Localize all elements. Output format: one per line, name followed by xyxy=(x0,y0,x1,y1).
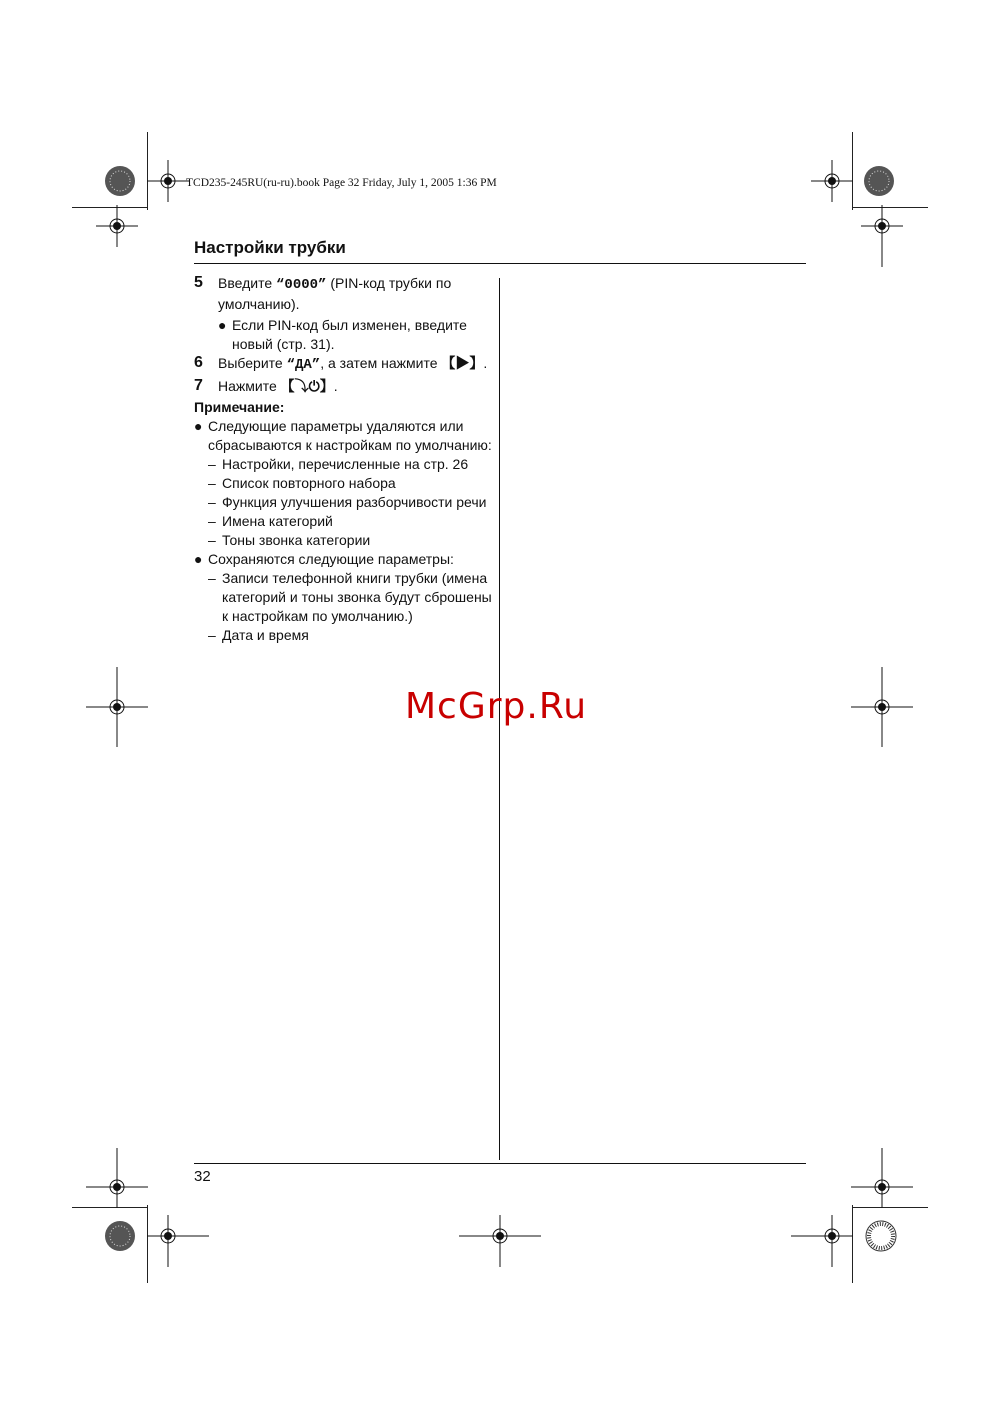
note-title: Примечание: xyxy=(194,399,285,415)
right-arrow-key-icon: 【▶】 xyxy=(441,355,484,371)
list-item: – Список повторного набора xyxy=(208,475,396,491)
crosshair-icon xyxy=(147,1215,209,1267)
step-5-subnote: ● Если PIN-код был изменен, введите новый (стр. 31). xyxy=(218,317,467,352)
section-title: Настройки трубки xyxy=(194,238,346,257)
bullet-icon: ● xyxy=(194,551,203,567)
note-bullet-reset: ● Следующие параметры удаляются или сбрасываются к настройкам по умолчанию: xyxy=(194,418,492,453)
crosshair-icon xyxy=(86,1148,148,1208)
list-item: – Записи телефонной книги трубки (имена категорий и тоны звонка будут сброшены к настройкам по умолчанию.) xyxy=(208,570,492,624)
list-item: – Тоны звонка категории xyxy=(208,532,371,548)
list-item: – Настройки, перечисленные на стр. 26 xyxy=(208,456,469,472)
color-target-icon xyxy=(865,1220,897,1252)
list-item: – Функция улучшения разборчивости речи xyxy=(208,494,487,510)
crosshair-icon xyxy=(851,1148,913,1208)
bullet-icon: ● xyxy=(194,418,203,434)
color-target-icon xyxy=(863,165,895,197)
watermark: McGrp.Ru xyxy=(405,686,588,727)
crosshair-icon xyxy=(851,667,913,747)
step-6: 6 Выберите “ДА”, а затем нажмите 【▶】. xyxy=(194,354,488,373)
color-target-icon xyxy=(104,1220,136,1252)
left-column xyxy=(194,274,494,645)
step-7: 7 Нажмите 【⤵⏻】. xyxy=(194,377,338,394)
list-item: – Дата и время xyxy=(208,627,309,643)
crosshair-icon xyxy=(791,1215,853,1267)
crosshair-icon xyxy=(86,667,148,747)
print-info: TCD235-245RU(ru-ru).book Page 32 Friday, July 1, 2005 1:36 PM xyxy=(186,177,497,189)
step-5: 5 Введите “0000” (PIN-код трубки по умолчанию). xyxy=(194,274,452,312)
crosshair-icon xyxy=(96,205,138,247)
crosshair-icon xyxy=(459,1215,541,1267)
color-target-icon xyxy=(104,165,136,197)
off-power-key-icon: 【⤵⏻】 xyxy=(280,378,334,394)
crosshair-icon xyxy=(147,160,189,202)
crosshair-icon xyxy=(861,205,903,267)
footer-rule xyxy=(194,1163,806,1164)
header-rule xyxy=(194,263,806,264)
page-number: 32 xyxy=(194,1168,211,1185)
list-item: – Имена категорий xyxy=(208,513,333,529)
note-bullet-kept: ● Сохраняются следующие параметры: xyxy=(194,551,454,567)
crosshair-icon xyxy=(811,160,853,202)
bullet-icon: ● xyxy=(218,317,227,333)
